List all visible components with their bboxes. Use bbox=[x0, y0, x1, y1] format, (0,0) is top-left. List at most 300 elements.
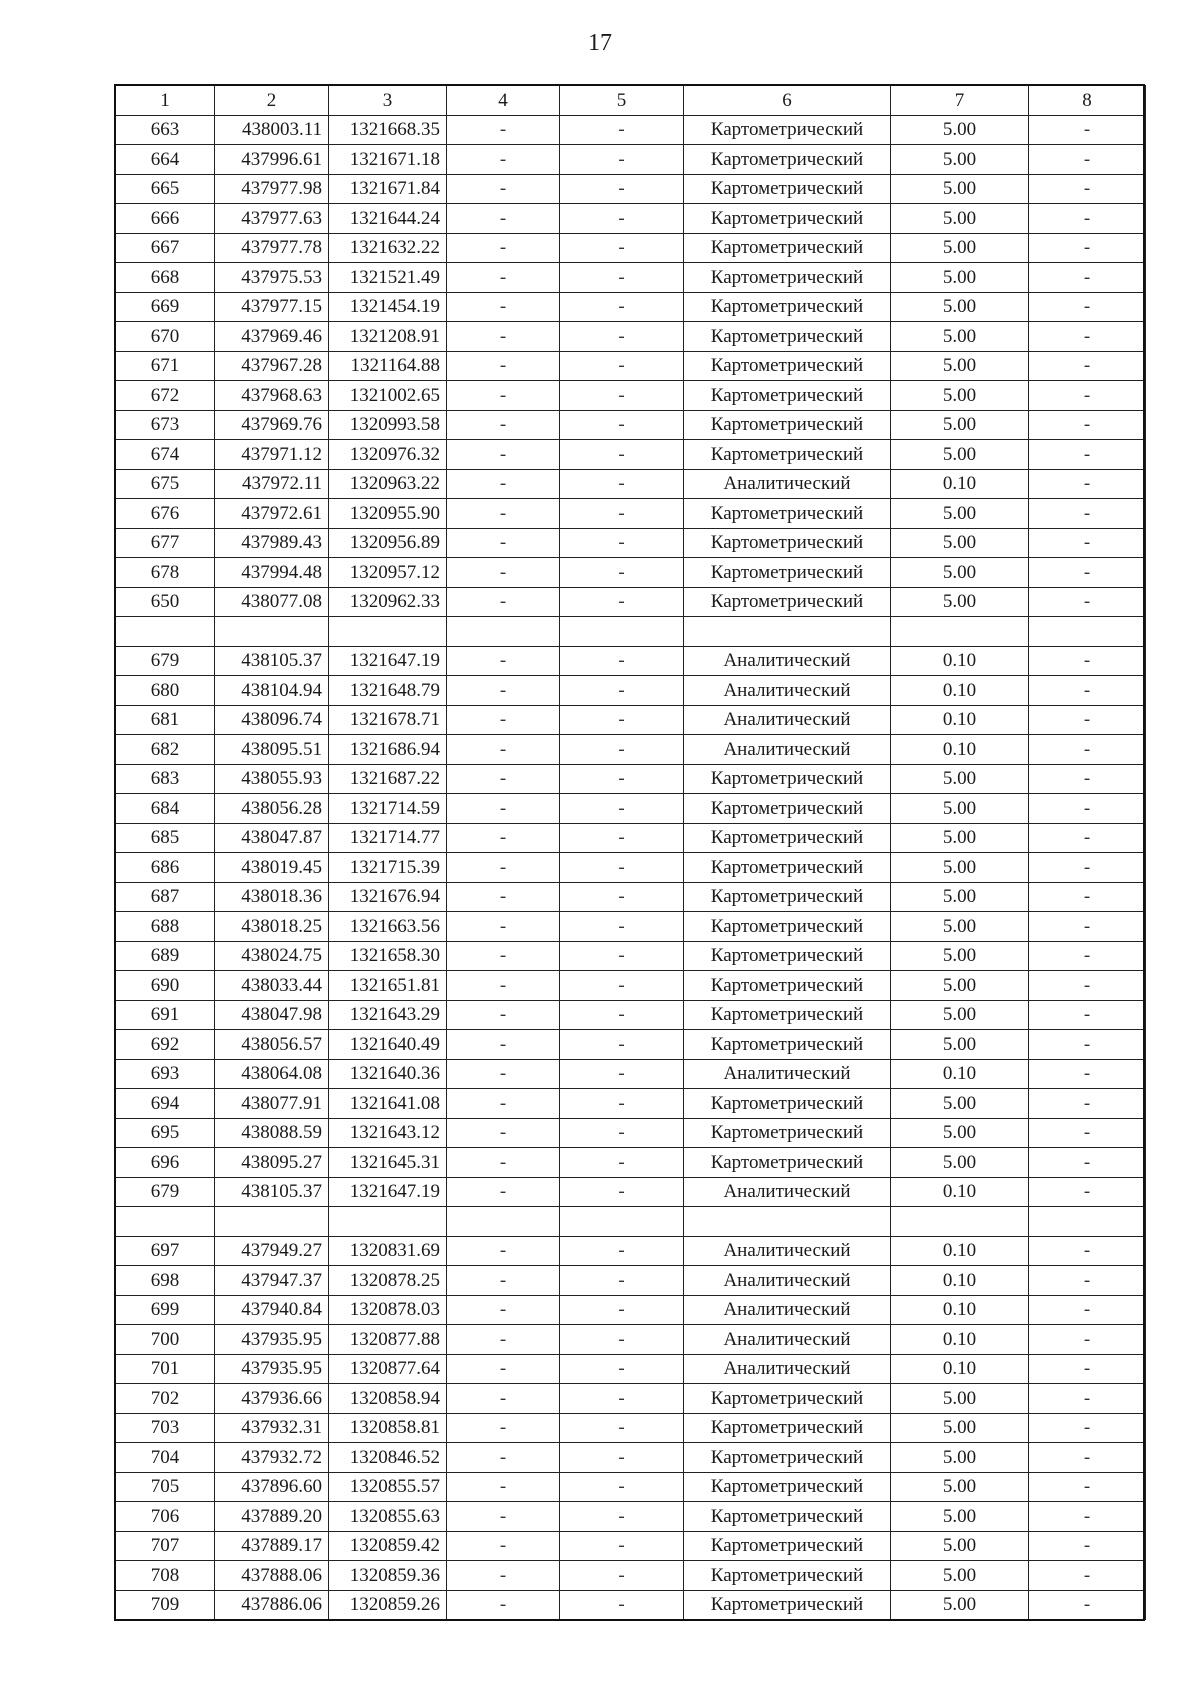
col5-value-cell: - bbox=[560, 440, 684, 470]
col4-value-cell: - bbox=[447, 322, 560, 352]
accuracy-cell: 5.00 bbox=[891, 882, 1029, 912]
y-coordinate-cell: 1320855.57 bbox=[329, 1472, 447, 1502]
y-coordinate-cell bbox=[329, 617, 447, 647]
accuracy-cell: 5.00 bbox=[891, 1531, 1029, 1561]
y-coordinate-cell: 1320962.33 bbox=[329, 587, 447, 617]
column-header-3: 3 bbox=[329, 86, 447, 116]
x-coordinate-cell: 437994.48 bbox=[215, 558, 329, 588]
col5-value-cell: - bbox=[560, 1089, 684, 1119]
method-cell: Аналитический bbox=[684, 1266, 891, 1296]
y-coordinate-cell: 1320859.36 bbox=[329, 1561, 447, 1591]
col8-value-cell: - bbox=[1029, 587, 1146, 617]
col4-value-cell: - bbox=[447, 912, 560, 942]
point-number-cell bbox=[116, 617, 215, 647]
table-row bbox=[116, 233, 1146, 263]
y-coordinate-cell: 1321714.59 bbox=[329, 794, 447, 824]
y-coordinate-cell: 1320877.88 bbox=[329, 1325, 447, 1355]
x-coordinate-cell: 437971.12 bbox=[215, 440, 329, 470]
method-cell: Картометрический bbox=[684, 558, 891, 588]
col4-value-cell: - bbox=[447, 1295, 560, 1325]
point-number-cell: 686 bbox=[116, 853, 215, 883]
y-coordinate-cell: 1320956.89 bbox=[329, 528, 447, 558]
y-coordinate-cell: 1321208.91 bbox=[329, 322, 447, 352]
table-row bbox=[116, 1089, 1146, 1119]
y-coordinate-cell: 1321521.49 bbox=[329, 263, 447, 293]
accuracy-cell: 0.10 bbox=[891, 469, 1029, 499]
col4-value-cell: - bbox=[447, 1000, 560, 1030]
method-cell: Картометрический bbox=[684, 410, 891, 440]
col8-value-cell: - bbox=[1029, 1177, 1146, 1207]
point-number-cell: 707 bbox=[116, 1531, 215, 1561]
col5-value-cell: - bbox=[560, 558, 684, 588]
point-number-cell: 706 bbox=[116, 1502, 215, 1532]
col8-value-cell: - bbox=[1029, 1354, 1146, 1384]
col4-value-cell: - bbox=[447, 1325, 560, 1355]
col8-value-cell: - bbox=[1029, 1413, 1146, 1443]
col8-value-cell: - bbox=[1029, 292, 1146, 322]
y-coordinate-cell: 1321715.39 bbox=[329, 853, 447, 883]
point-number-cell: 709 bbox=[116, 1590, 215, 1620]
y-coordinate-cell: 1321671.84 bbox=[329, 174, 447, 204]
col8-value-cell: - bbox=[1029, 705, 1146, 735]
table-row bbox=[116, 381, 1146, 411]
col5-value-cell: - bbox=[560, 764, 684, 794]
accuracy-cell: 5.00 bbox=[891, 1148, 1029, 1178]
y-coordinate-cell: 1321686.94 bbox=[329, 735, 447, 765]
col4-value-cell: - bbox=[447, 410, 560, 440]
method-cell: Картометрический bbox=[684, 440, 891, 470]
col4-value-cell: - bbox=[447, 233, 560, 263]
col8-value-cell: - bbox=[1029, 1000, 1146, 1030]
x-coordinate-cell: 438003.11 bbox=[215, 115, 329, 145]
point-number-cell: 697 bbox=[116, 1236, 215, 1266]
method-cell: Картометрический bbox=[684, 263, 891, 293]
accuracy-cell: 5.00 bbox=[891, 233, 1029, 263]
y-coordinate-cell: 1320877.64 bbox=[329, 1354, 447, 1384]
accuracy-cell: 5.00 bbox=[891, 1118, 1029, 1148]
x-coordinate-cell: 437886.06 bbox=[215, 1590, 329, 1620]
col5-value-cell: - bbox=[560, 587, 684, 617]
table-row bbox=[116, 587, 1146, 617]
point-number-cell: 692 bbox=[116, 1030, 215, 1060]
table-row bbox=[116, 1177, 1146, 1207]
method-cell: Картометрический bbox=[684, 853, 891, 883]
col8-value-cell: - bbox=[1029, 1590, 1146, 1620]
x-coordinate-cell: 437888.06 bbox=[215, 1561, 329, 1591]
method-cell: Картометрический bbox=[684, 971, 891, 1001]
col8-value-cell: - bbox=[1029, 676, 1146, 706]
col5-value-cell: - bbox=[560, 1384, 684, 1414]
table-row bbox=[116, 882, 1146, 912]
col8-value-cell: - bbox=[1029, 263, 1146, 293]
point-number-cell: 650 bbox=[116, 587, 215, 617]
col8-value-cell: - bbox=[1029, 469, 1146, 499]
x-coordinate-cell: 437996.61 bbox=[215, 145, 329, 175]
col4-value-cell: - bbox=[447, 528, 560, 558]
x-coordinate-cell: 438088.59 bbox=[215, 1118, 329, 1148]
x-coordinate-cell: 437972.61 bbox=[215, 499, 329, 529]
col8-value-cell: - bbox=[1029, 322, 1146, 352]
col8-value-cell: - bbox=[1029, 1502, 1146, 1532]
x-coordinate-cell: 438104.94 bbox=[215, 676, 329, 706]
y-coordinate-cell: 1320855.63 bbox=[329, 1502, 447, 1532]
col5-value-cell: - bbox=[560, 1502, 684, 1532]
col4-value-cell: - bbox=[447, 1590, 560, 1620]
point-number-cell: 671 bbox=[116, 351, 215, 381]
col5-value-cell: - bbox=[560, 794, 684, 824]
point-number-cell: 695 bbox=[116, 1118, 215, 1148]
accuracy-cell: 0.10 bbox=[891, 735, 1029, 765]
col4-value-cell: - bbox=[447, 794, 560, 824]
col8-value-cell: - bbox=[1029, 1443, 1146, 1473]
point-number-cell: 690 bbox=[116, 971, 215, 1001]
x-coordinate-cell: 438047.98 bbox=[215, 1000, 329, 1030]
col8-value-cell: - bbox=[1029, 1030, 1146, 1060]
x-coordinate-cell: 437889.17 bbox=[215, 1531, 329, 1561]
col4-value-cell: - bbox=[447, 587, 560, 617]
x-coordinate-cell: 437977.98 bbox=[215, 174, 329, 204]
col5-value-cell: - bbox=[560, 1413, 684, 1443]
point-number-cell: 694 bbox=[116, 1089, 215, 1119]
col5-value-cell: - bbox=[560, 705, 684, 735]
point-number-cell: 685 bbox=[116, 823, 215, 853]
col5-value-cell: - bbox=[560, 322, 684, 352]
col4-value-cell: - bbox=[447, 1266, 560, 1296]
accuracy-cell: 5.00 bbox=[891, 440, 1029, 470]
point-number-cell: 700 bbox=[116, 1325, 215, 1355]
table-row bbox=[116, 204, 1146, 234]
col4-value-cell: - bbox=[447, 1384, 560, 1414]
y-coordinate-cell: 1320858.81 bbox=[329, 1413, 447, 1443]
col4-value-cell: - bbox=[447, 705, 560, 735]
col5-value-cell: - bbox=[560, 1531, 684, 1561]
table-row bbox=[116, 469, 1146, 499]
col4-value-cell: - bbox=[447, 1531, 560, 1561]
col4-value-cell: - bbox=[447, 263, 560, 293]
table-row bbox=[116, 853, 1146, 883]
accuracy-cell: 5.00 bbox=[891, 587, 1029, 617]
col4-value-cell: - bbox=[447, 1236, 560, 1266]
method-cell: Аналитический bbox=[684, 1295, 891, 1325]
y-coordinate-cell: 1320878.03 bbox=[329, 1295, 447, 1325]
method-cell: Картометрический bbox=[684, 823, 891, 853]
table-row bbox=[116, 1384, 1146, 1414]
col5-value-cell: - bbox=[560, 528, 684, 558]
point-number-cell: 684 bbox=[116, 794, 215, 824]
table-row bbox=[116, 1443, 1146, 1473]
method-cell: Картометрический bbox=[684, 174, 891, 204]
method-cell: Картометрический bbox=[684, 145, 891, 175]
col4-value-cell: - bbox=[447, 764, 560, 794]
x-coordinate-cell: 438095.27 bbox=[215, 1148, 329, 1178]
point-number-cell: 672 bbox=[116, 381, 215, 411]
col5-value-cell: - bbox=[560, 204, 684, 234]
y-coordinate-cell: 1321632.22 bbox=[329, 233, 447, 263]
point-number-cell: 703 bbox=[116, 1413, 215, 1443]
method-cell: Картометрический bbox=[684, 882, 891, 912]
point-number-cell: 689 bbox=[116, 941, 215, 971]
col8-value-cell: - bbox=[1029, 410, 1146, 440]
accuracy-cell: 0.10 bbox=[891, 1059, 1029, 1089]
accuracy-cell: 0.10 bbox=[891, 1177, 1029, 1207]
column-header-2: 2 bbox=[215, 86, 329, 116]
col5-value-cell: - bbox=[560, 1443, 684, 1473]
method-cell bbox=[684, 617, 891, 647]
table-row bbox=[116, 322, 1146, 352]
accuracy-cell: 5.00 bbox=[891, 499, 1029, 529]
table-row bbox=[116, 174, 1146, 204]
x-coordinate-cell: 437932.31 bbox=[215, 1413, 329, 1443]
column-header-8: 8 bbox=[1029, 86, 1146, 116]
x-coordinate-cell: 438018.36 bbox=[215, 882, 329, 912]
column-header-4: 4 bbox=[447, 86, 560, 116]
method-cell: Картометрический bbox=[684, 499, 891, 529]
col4-value-cell: - bbox=[447, 676, 560, 706]
accuracy-cell: 5.00 bbox=[891, 764, 1029, 794]
col5-value-cell: - bbox=[560, 646, 684, 676]
col4-value-cell: - bbox=[447, 469, 560, 499]
col5-value-cell bbox=[560, 1207, 684, 1237]
y-coordinate-cell: 1321643.12 bbox=[329, 1118, 447, 1148]
table-row bbox=[116, 351, 1146, 381]
point-number-cell: 667 bbox=[116, 233, 215, 263]
x-coordinate-cell: 438096.74 bbox=[215, 705, 329, 735]
y-coordinate-cell: 1321647.19 bbox=[329, 646, 447, 676]
x-coordinate-cell: 437969.46 bbox=[215, 322, 329, 352]
table-row bbox=[116, 1354, 1146, 1384]
col4-value-cell: - bbox=[447, 558, 560, 588]
method-cell: Картометрический bbox=[684, 1148, 891, 1178]
x-coordinate-cell: 438105.37 bbox=[215, 646, 329, 676]
col4-value-cell: - bbox=[447, 971, 560, 1001]
column-header-7: 7 bbox=[891, 86, 1029, 116]
col8-value-cell: - bbox=[1029, 381, 1146, 411]
y-coordinate-cell: 1321454.19 bbox=[329, 292, 447, 322]
x-coordinate-cell: 437968.63 bbox=[215, 381, 329, 411]
accuracy-cell: 5.00 bbox=[891, 115, 1029, 145]
col5-value-cell: - bbox=[560, 469, 684, 499]
col8-value-cell: - bbox=[1029, 1472, 1146, 1502]
col4-value-cell: - bbox=[447, 174, 560, 204]
x-coordinate-cell: 438095.51 bbox=[215, 735, 329, 765]
method-cell: Картометрический bbox=[684, 1413, 891, 1443]
y-coordinate-cell: 1321687.22 bbox=[329, 764, 447, 794]
x-coordinate-cell: 437972.11 bbox=[215, 469, 329, 499]
col8-value-cell: - bbox=[1029, 115, 1146, 145]
col5-value-cell: - bbox=[560, 1325, 684, 1355]
accuracy-cell: 5.00 bbox=[891, 351, 1029, 381]
col8-value-cell: - bbox=[1029, 823, 1146, 853]
col5-value-cell: - bbox=[560, 971, 684, 1001]
col5-value-cell: - bbox=[560, 1030, 684, 1060]
accuracy-cell: 5.00 bbox=[891, 823, 1029, 853]
table-body bbox=[116, 115, 1146, 1620]
method-cell: Картометрический bbox=[684, 1590, 891, 1620]
col8-value-cell: - bbox=[1029, 204, 1146, 234]
col8-value-cell: - bbox=[1029, 1089, 1146, 1119]
col5-value-cell: - bbox=[560, 1590, 684, 1620]
table-row bbox=[116, 1266, 1146, 1296]
x-coordinate-cell bbox=[215, 617, 329, 647]
col4-value-cell: - bbox=[447, 1030, 560, 1060]
accuracy-cell: 5.00 bbox=[891, 174, 1029, 204]
point-number-cell: 701 bbox=[116, 1354, 215, 1384]
method-cell: Аналитический bbox=[684, 1325, 891, 1355]
col4-value-cell: - bbox=[447, 381, 560, 411]
col8-value-cell: - bbox=[1029, 440, 1146, 470]
x-coordinate-cell: 437889.20 bbox=[215, 1502, 329, 1532]
y-coordinate-cell: 1321658.30 bbox=[329, 941, 447, 971]
col5-value-cell: - bbox=[560, 233, 684, 263]
col5-value-cell: - bbox=[560, 1472, 684, 1502]
x-coordinate-cell: 438033.44 bbox=[215, 971, 329, 1001]
method-cell: Картометрический bbox=[684, 233, 891, 263]
point-number-cell: 663 bbox=[116, 115, 215, 145]
point-number-cell: 698 bbox=[116, 1266, 215, 1296]
x-coordinate-cell: 437896.60 bbox=[215, 1472, 329, 1502]
table-row bbox=[116, 263, 1146, 293]
col4-value-cell: - bbox=[447, 1059, 560, 1089]
col8-value-cell: - bbox=[1029, 1266, 1146, 1296]
method-cell: Картометрический bbox=[684, 292, 891, 322]
method-cell: Аналитический bbox=[684, 469, 891, 499]
y-coordinate-cell: 1320963.22 bbox=[329, 469, 447, 499]
y-coordinate-cell bbox=[329, 1207, 447, 1237]
x-coordinate-cell: 438024.75 bbox=[215, 941, 329, 971]
point-number-cell: 666 bbox=[116, 204, 215, 234]
point-number-cell: 699 bbox=[116, 1295, 215, 1325]
point-number-cell: 687 bbox=[116, 882, 215, 912]
table-row bbox=[116, 292, 1146, 322]
col8-value-cell: - bbox=[1029, 1295, 1146, 1325]
y-coordinate-cell: 1321663.56 bbox=[329, 912, 447, 942]
y-coordinate-cell: 1321164.88 bbox=[329, 351, 447, 381]
table-row bbox=[116, 1531, 1146, 1561]
y-coordinate-cell: 1321648.79 bbox=[329, 676, 447, 706]
col4-value-cell: - bbox=[447, 1148, 560, 1178]
point-number-cell: 696 bbox=[116, 1148, 215, 1178]
col4-value-cell: - bbox=[447, 1472, 560, 1502]
x-coordinate-cell: 437940.84 bbox=[215, 1295, 329, 1325]
y-coordinate-cell: 1320878.25 bbox=[329, 1266, 447, 1296]
table-row bbox=[116, 764, 1146, 794]
col5-value-cell bbox=[560, 617, 684, 647]
x-coordinate-cell: 438047.87 bbox=[215, 823, 329, 853]
col5-value-cell: - bbox=[560, 1000, 684, 1030]
col5-value-cell: - bbox=[560, 882, 684, 912]
table-row bbox=[116, 735, 1146, 765]
col4-value-cell: - bbox=[447, 646, 560, 676]
method-cell: Картометрический bbox=[684, 1030, 891, 1060]
table-row bbox=[116, 1590, 1146, 1620]
accuracy-cell bbox=[891, 1207, 1029, 1237]
accuracy-cell: 0.10 bbox=[891, 1266, 1029, 1296]
table-row bbox=[116, 499, 1146, 529]
col5-value-cell: - bbox=[560, 1266, 684, 1296]
table-header-row bbox=[116, 86, 1146, 116]
method-cell: Аналитический bbox=[684, 676, 891, 706]
table-row bbox=[116, 1030, 1146, 1060]
col4-value-cell: - bbox=[447, 440, 560, 470]
x-coordinate-cell: 437977.15 bbox=[215, 292, 329, 322]
x-coordinate-cell: 437932.72 bbox=[215, 1443, 329, 1473]
accuracy-cell: 0.10 bbox=[891, 646, 1029, 676]
x-coordinate-cell: 437977.63 bbox=[215, 204, 329, 234]
col4-value-cell: - bbox=[447, 1413, 560, 1443]
col8-value-cell: - bbox=[1029, 794, 1146, 824]
col5-value-cell: - bbox=[560, 1059, 684, 1089]
accuracy-cell: 5.00 bbox=[891, 1590, 1029, 1620]
col5-value-cell: - bbox=[560, 115, 684, 145]
method-cell: Аналитический bbox=[684, 705, 891, 735]
method-cell: Картометрический bbox=[684, 1000, 891, 1030]
table-row bbox=[116, 676, 1146, 706]
method-cell: Картометрический bbox=[684, 1561, 891, 1591]
col5-value-cell: - bbox=[560, 351, 684, 381]
method-cell: Картометрический bbox=[684, 1443, 891, 1473]
x-coordinate-cell: 437947.37 bbox=[215, 1266, 329, 1296]
table-row bbox=[116, 1502, 1146, 1532]
y-coordinate-cell: 1321647.19 bbox=[329, 1177, 447, 1207]
method-cell: Картометрический bbox=[684, 204, 891, 234]
accuracy-cell: 5.00 bbox=[891, 204, 1029, 234]
table-separator-row bbox=[116, 1207, 1146, 1237]
point-number-cell: 677 bbox=[116, 528, 215, 558]
col5-value-cell: - bbox=[560, 145, 684, 175]
table-row bbox=[116, 145, 1146, 175]
col8-value-cell: - bbox=[1029, 971, 1146, 1001]
x-coordinate-cell: 438064.08 bbox=[215, 1059, 329, 1089]
col5-value-cell: - bbox=[560, 1561, 684, 1591]
y-coordinate-cell: 1320976.32 bbox=[329, 440, 447, 470]
table-row bbox=[116, 115, 1146, 145]
point-number-cell: 680 bbox=[116, 676, 215, 706]
table-row bbox=[116, 794, 1146, 824]
col4-value-cell: - bbox=[447, 499, 560, 529]
column-header-5: 5 bbox=[560, 86, 684, 116]
table-row bbox=[116, 1413, 1146, 1443]
y-coordinate-cell: 1321668.35 bbox=[329, 115, 447, 145]
col8-value-cell: - bbox=[1029, 233, 1146, 263]
col8-value-cell: - bbox=[1029, 912, 1146, 942]
method-cell: Картометрический bbox=[684, 587, 891, 617]
method-cell: Картометрический bbox=[684, 115, 891, 145]
col5-value-cell: - bbox=[560, 1148, 684, 1178]
y-coordinate-cell: 1321714.77 bbox=[329, 823, 447, 853]
accuracy-cell: 5.00 bbox=[891, 1413, 1029, 1443]
col8-value-cell: - bbox=[1029, 1384, 1146, 1414]
x-coordinate-cell: 438019.45 bbox=[215, 853, 329, 883]
point-number-cell: 679 bbox=[116, 646, 215, 676]
x-coordinate-cell: 437935.95 bbox=[215, 1354, 329, 1384]
accuracy-cell: 5.00 bbox=[891, 941, 1029, 971]
col8-value-cell: - bbox=[1029, 646, 1146, 676]
accuracy-cell: 5.00 bbox=[891, 1000, 1029, 1030]
y-coordinate-cell: 1320955.90 bbox=[329, 499, 447, 529]
table-row bbox=[116, 1000, 1146, 1030]
col4-value-cell: - bbox=[447, 115, 560, 145]
col4-value-cell bbox=[447, 1207, 560, 1237]
table-row bbox=[116, 1148, 1146, 1178]
y-coordinate-cell: 1320859.26 bbox=[329, 1590, 447, 1620]
col8-value-cell: - bbox=[1029, 528, 1146, 558]
col8-value-cell: - bbox=[1029, 1236, 1146, 1266]
table-row bbox=[116, 971, 1146, 1001]
method-cell: Картометрический bbox=[684, 941, 891, 971]
accuracy-cell: 5.00 bbox=[891, 558, 1029, 588]
col4-value-cell: - bbox=[447, 1118, 560, 1148]
x-coordinate-cell: 438018.25 bbox=[215, 912, 329, 942]
